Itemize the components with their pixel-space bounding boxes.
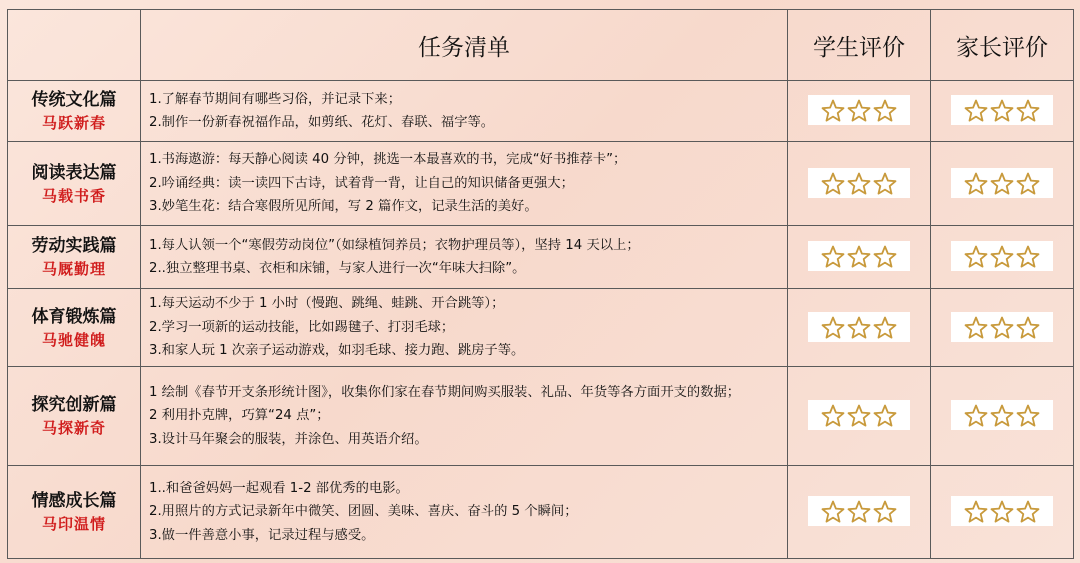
- task-row: [8, 367, 1074, 466]
- student-rating-cell[interactable]: [788, 289, 931, 367]
- star-outline-icon[interactable]: [1016, 316, 1040, 340]
- star-outline-icon[interactable]: [964, 245, 988, 269]
- task-item: 3.做一件善意小事，记录过程与感受。: [149, 527, 375, 543]
- student-rating-cell[interactable]: [788, 466, 931, 559]
- star-outline-icon[interactable]: [821, 245, 845, 269]
- star-outline-icon[interactable]: [873, 404, 897, 428]
- parent-rating-cell[interactable]: [931, 81, 1074, 142]
- task-table: [7, 9, 1074, 559]
- task-cell: [141, 289, 788, 367]
- category-subtitle: 马驰健魄: [41, 330, 106, 349]
- category-title: 情感成长篇: [31, 491, 117, 511]
- task-item: 1.每天运动不少于 1 小时（慢跑、跳绳、蛙跳、开合跳等）；: [149, 296, 505, 312]
- category-title: 体育锻炼篇: [31, 306, 117, 327]
- student-rating-cell[interactable]: [788, 367, 931, 466]
- task-item: 2.制作一份新春祝福作品，如剪纸、花灯、春联、福字等。: [149, 115, 495, 130]
- star-outline-icon[interactable]: [821, 500, 845, 524]
- category-title: 探究创新篇: [31, 395, 117, 415]
- task-item: 3.设计马年聚会的服装，并涂色、用英语介绍。: [149, 431, 428, 447]
- category-cell: [8, 367, 141, 466]
- star-outline-icon[interactable]: [847, 99, 871, 123]
- star-outline-icon[interactable]: [873, 172, 897, 196]
- star-outline-icon[interactable]: [847, 245, 871, 269]
- category-cell: [8, 289, 141, 367]
- star-outline-icon[interactable]: [964, 404, 988, 428]
- task-cell: [141, 142, 788, 226]
- task-cell: [141, 226, 788, 289]
- star-outline-icon[interactable]: [990, 245, 1014, 269]
- star-rating[interactable]: [808, 496, 910, 526]
- category-cell: [8, 142, 141, 226]
- star-rating[interactable]: [808, 312, 910, 342]
- task-item: 2 利用扑克牌，巧算“24 点”；: [149, 408, 330, 424]
- task-item: 1 绘制《春节开支条形统计图》，收集你们家在春节期间购买服装、礼品、年货等各方面开支的数据；: [149, 384, 741, 400]
- star-rating[interactable]: [808, 241, 910, 271]
- category-title: 劳动实践篇: [31, 236, 117, 256]
- star-rating[interactable]: [808, 168, 910, 198]
- star-outline-icon[interactable]: [847, 404, 871, 428]
- student-rating-cell[interactable]: [788, 226, 931, 289]
- category-subtitle: 马跃新春: [41, 114, 106, 132]
- star-rating[interactable]: [808, 95, 910, 125]
- star-outline-icon[interactable]: [1016, 500, 1040, 524]
- star-outline-icon[interactable]: [990, 172, 1014, 196]
- star-outline-icon[interactable]: [990, 316, 1014, 340]
- category-subtitle: 马探新奇: [41, 419, 106, 437]
- category-subtitle: 马厩勤理: [41, 260, 106, 278]
- star-outline-icon[interactable]: [964, 172, 988, 196]
- parent-rating-cell[interactable]: [931, 226, 1074, 289]
- star-outline-icon[interactable]: [990, 500, 1014, 524]
- task-cell: [141, 367, 788, 466]
- star-outline-icon[interactable]: [990, 404, 1014, 428]
- task-row: [8, 142, 1074, 226]
- task-item: 2.学习一项新的运动技能，比如踢毽子、打羽毛球；: [149, 319, 455, 335]
- task-item: 1.每人认领一个“寒假劳动岗位”（如绿植饲养员；衣物护理员等），坚持 14 天以上；: [149, 237, 640, 253]
- header-corner: [8, 10, 141, 81]
- star-outline-icon[interactable]: [873, 500, 897, 524]
- task-cell: [141, 466, 788, 559]
- parent-rating-cell[interactable]: [931, 466, 1074, 559]
- task-item: 2.用照片的方式记录新年中微笑、团圆、美味、喜庆、奋斗的 5 个瞬间；: [149, 504, 578, 520]
- star-outline-icon[interactable]: [847, 500, 871, 524]
- parent-rating-cell[interactable]: [931, 367, 1074, 466]
- header-tasks: 任务清单: [141, 10, 788, 81]
- category-cell: [8, 226, 141, 289]
- task-row: [8, 289, 1074, 367]
- star-rating[interactable]: [951, 241, 1053, 271]
- parent-rating-cell[interactable]: [931, 289, 1074, 367]
- star-outline-icon[interactable]: [1016, 245, 1040, 269]
- student-rating-cell[interactable]: [788, 142, 931, 226]
- star-outline-icon[interactable]: [990, 99, 1014, 123]
- category-subtitle: 马印温情: [41, 515, 106, 533]
- star-outline-icon[interactable]: [1016, 172, 1040, 196]
- category-subtitle: 马载书香: [41, 186, 106, 205]
- star-rating[interactable]: [951, 400, 1053, 430]
- parent-rating-cell[interactable]: [931, 142, 1074, 226]
- task-item: 1.了解春节期间有哪些习俗，并记录下来；: [149, 91, 402, 107]
- star-outline-icon[interactable]: [821, 99, 845, 123]
- star-outline-icon[interactable]: [847, 172, 871, 196]
- header-parent-evaluation: 家长评价: [931, 10, 1074, 81]
- star-rating[interactable]: [951, 95, 1053, 125]
- header-row: [8, 10, 1074, 81]
- star-outline-icon[interactable]: [821, 172, 845, 196]
- star-outline-icon[interactable]: [873, 99, 897, 123]
- star-outline-icon[interactable]: [873, 245, 897, 269]
- star-outline-icon[interactable]: [821, 404, 845, 428]
- task-row: [8, 226, 1074, 289]
- header-student-evaluation: 学生评价: [788, 10, 931, 81]
- task-item: 2..独立整理书桌、衣柜和床铺，与家人进行一次“年味大扫除”。: [149, 261, 526, 276]
- star-rating[interactable]: [808, 400, 910, 430]
- star-outline-icon[interactable]: [821, 316, 845, 340]
- category-title: 传统文化篇: [31, 90, 117, 110]
- task-item: 1.书海遨游：每天静心阅读 40 分钟，挑选一本最喜欢的书，完成“好书推荐卡”；: [149, 152, 627, 168]
- task-item: 2.吟诵经典：读一读四下古诗，试着背一背，让自己的知识储备更强大；: [149, 175, 574, 191]
- student-rating-cell[interactable]: [788, 81, 931, 142]
- category-cell: [8, 466, 141, 559]
- star-outline-icon[interactable]: [1016, 404, 1040, 428]
- star-outline-icon[interactable]: [964, 500, 988, 524]
- star-outline-icon[interactable]: [873, 316, 897, 340]
- task-item: 3.妙笔生花：结合寒假所见所闻，写 2 篇作文，记录生活的美好。: [149, 199, 538, 215]
- star-rating[interactable]: [951, 312, 1053, 342]
- star-outline-icon[interactable]: [964, 99, 988, 123]
- task-row: [8, 466, 1074, 559]
- task-cell: [141, 81, 788, 142]
- task-item: 1..和爸爸妈妈一起观看 1-2 部优秀的电影。: [149, 480, 409, 496]
- star-outline-icon[interactable]: [847, 316, 871, 340]
- star-outline-icon[interactable]: [964, 316, 988, 340]
- star-rating[interactable]: [951, 496, 1053, 526]
- task-item: 3.和家人玩 1 次亲子运动游戏，如羽毛球、接力跑、跳房子等。: [149, 343, 525, 359]
- task-row: [8, 81, 1074, 142]
- category-cell: [8, 81, 141, 142]
- category-title: 阅读表达篇: [31, 162, 117, 183]
- star-outline-icon[interactable]: [1016, 99, 1040, 123]
- star-rating[interactable]: [951, 168, 1053, 198]
- task-list-sheet: [7, 9, 1073, 557]
